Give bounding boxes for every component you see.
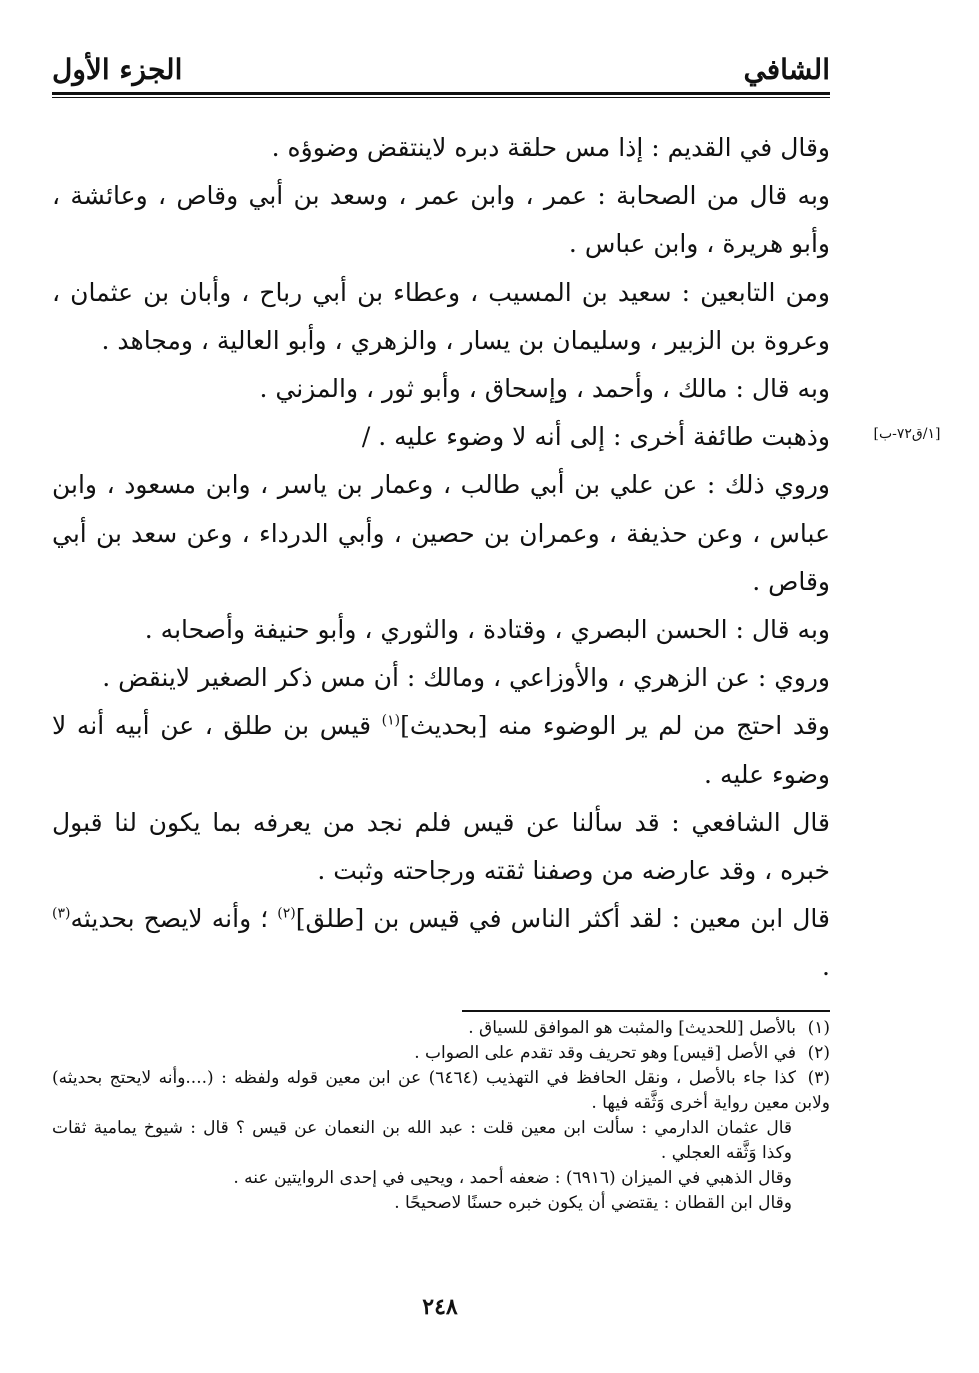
paragraph: وروي ذلك : عن علي بن أبي طالب ، وعمار بن ياسر ، وابن مسعود ، وابن عباس ، وعن حذيفة ، وعمران بن حصين ، وأبي الدرداء ، وعن سعد بن أبي وقاص . (52, 470, 830, 596)
page-number: ٢٤٨ (422, 1294, 458, 1320)
main-text (52, 124, 830, 992)
footnote (52, 1016, 830, 1041)
paragraph: قال الشافعي : قد سألنا عن قيس فلم نجد من يعرفه بما يكون لنا قبول خبره ، وقد عارضه من وصفنا ثقته ورجاحته وثبت . (52, 807, 830, 886)
footnote-rule (462, 1010, 830, 1012)
text-run: قال ابن معين : لقد أكثر الناس في قيس بن [طلق] (295, 904, 830, 934)
footnote-continuation: قال عثمان الدارمي : سألت ابن معين قلت : عبد الله بن النعمان عن قيس ؟ قال : شيوخ يمامية ثقات وكذا وَثَّقه العجلي . (52, 1118, 792, 1163)
paragraph: وذهبت طائفة أخرى : إلى أنه لا وضوء عليه . / (361, 422, 830, 452)
running-header (52, 52, 830, 92)
paragraph: وبه قال : مالك ، وأحمد ، وإسحاق ، وأبو ثور ، والمزني . (259, 374, 830, 404)
footnote-number: (٢) (807, 1043, 830, 1063)
footnote-text: كذا جاء بالأصل ، ونقل الحافظ في التهذيب (٦٤٦٤) عن ابن معين قوله ولفظه : (....وأنه لايحتج بحديثه) ولابن معين رواية أخرى وَثَّقه فيها . (52, 1068, 830, 1113)
paragraph (52, 702, 830, 798)
footnote-continuation: وقال الذهبي في الميزان (٦٩١٦) : ضعفه أحمد ، ويحيى في إحدى الروايتين عنه . (233, 1168, 792, 1188)
text-run: ؛ وأنه لايصح بحديثه (70, 904, 278, 934)
text-run: . (822, 952, 830, 982)
footnote-ref[interactable]: (٢) (277, 905, 296, 922)
manuscript-folio-note: [١/ق٧٢-ب] (873, 426, 941, 442)
footnote-text: في الأصل [قيس] وهو تحريف وقد تقدم على الصواب . (414, 1043, 796, 1063)
text-run: قيس بن طلق ، عن أبيه أنه لا وضوء عليه . (52, 711, 830, 789)
footnotes (52, 1016, 830, 1216)
footnote-text: بالأصل [للحديث] والمثبت هو الموافق للسياق . (468, 1018, 796, 1038)
paragraph (52, 895, 830, 991)
paragraph: وبه قال من الصحابة : عمر ، وابن عمر ، وسعد بن أبي وقاص ، وعائشة ، وأبو هريرة ، وابن عباس . (52, 181, 830, 259)
header-rule (52, 92, 830, 98)
footnote-ref[interactable]: (١) (381, 713, 401, 730)
book-title: الشافي (743, 53, 830, 86)
text-run: وقد احتج من لم ير الوضوء منه [بحديث] (400, 711, 830, 741)
footnote-number: (١) (807, 1018, 830, 1038)
footnote-continuation: وقال ابن القطان : يقتضي أن يكون خبره حسنًا لاصحيحًا . (394, 1193, 792, 1213)
footnote (52, 1066, 830, 1116)
footnote (52, 1041, 830, 1066)
paragraph: وبه قال : الحسن البصري ، وقتادة ، والثوري ، وأبو حنيفة وأصحابه . (144, 615, 830, 645)
paragraph: وقال في القديم : إذا مس حلقة دبره لاينتقض وضوؤه . (271, 133, 830, 162)
footnote-ref[interactable]: (٣) (52, 905, 71, 922)
volume-title: الجزء الأول (52, 53, 183, 86)
footnote-number: (٣) (807, 1068, 830, 1088)
paragraph: وروي : عن الزهري ، والأوزاعي ، ومالك : أن مس ذكر الصغير لاينقض . (102, 663, 830, 693)
paragraph: ومن التابعين : سعيد بن المسيب ، وعطاء بن أبي رباح ، وأبان بن عثمان ، وعروة بن الزبير ، وسليمان بن يسار ، والزهري ، وأبو العالية ، ومجاهد . (52, 277, 830, 355)
